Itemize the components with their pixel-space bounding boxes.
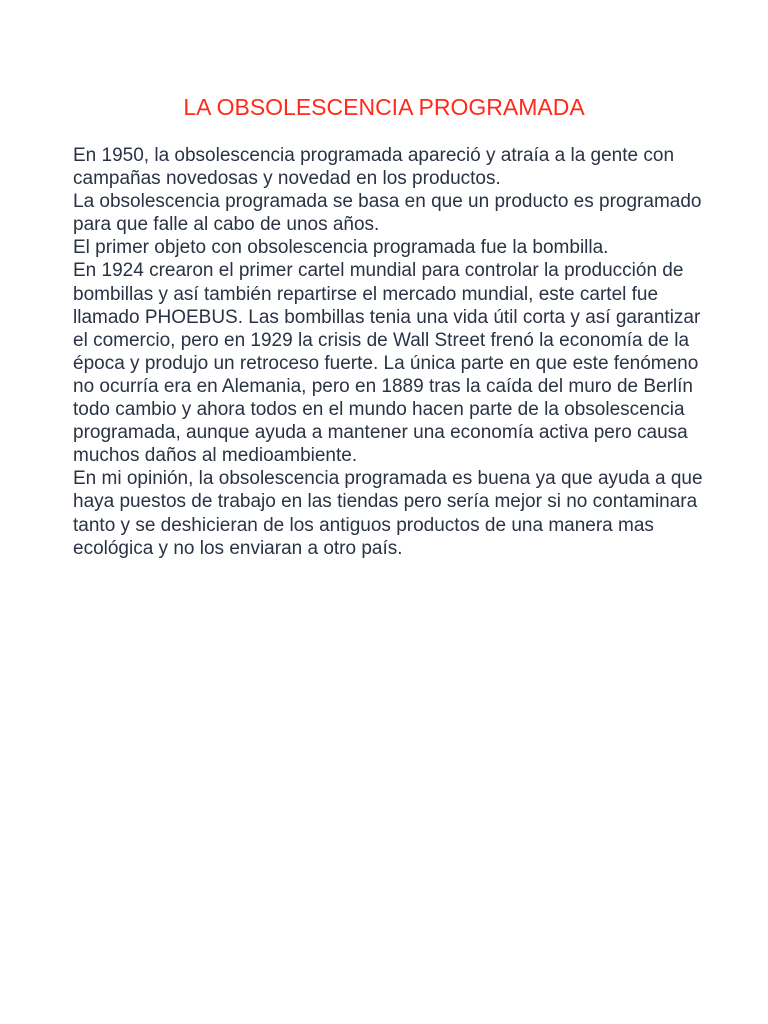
document-body bbox=[73, 144, 703, 560]
paragraph-2: La obsolescencia programada se basa en que un producto es programado para que falle al cabo de unos años. bbox=[73, 191, 702, 236]
paragraph-4: En 1924 crearon el primer cartel mundial para controlar la producción de bombillas y así también repartirse el mercado mundial, este cartel fue llamado PHOEBUS. Las bombillas tenia una vida útil corta y así garantizar el comercio, pero en 1929 la crisis de Wall Street frenó la economía de la época y produjo un retroceso fuerte. La única parte en que este fenómeno no ocurría era en Alemania, pero en 1889 tras la caída del muro de Berlín todo cambio y ahora todos en el mundo hacen parte de la obsolescencia programada, aunque ayuda a mantener una economía activa pero causa muchos daños al medioambiente. bbox=[73, 260, 701, 467]
paragraph-3: El primer objeto con obsolescencia programada fue la bombilla. bbox=[73, 237, 609, 259]
paragraph-1: En 1950, la obsolescencia programada apareció y atraía a la gente con campañas novedosas y novedad en los productos. bbox=[73, 145, 675, 190]
paragraph-5: En mi opinión, la obsolescencia programada es buena ya que ayuda a que haya puestos de trabajo en las tiendas pero sería mejor si no contaminara tanto y se deshicieran de los antiguos productos de una manera mas ecológica y no los enviaran a otro país. bbox=[73, 468, 703, 559]
document-title: LA OBSOLESCENCIA PROGRAMADA bbox=[183, 94, 585, 120]
